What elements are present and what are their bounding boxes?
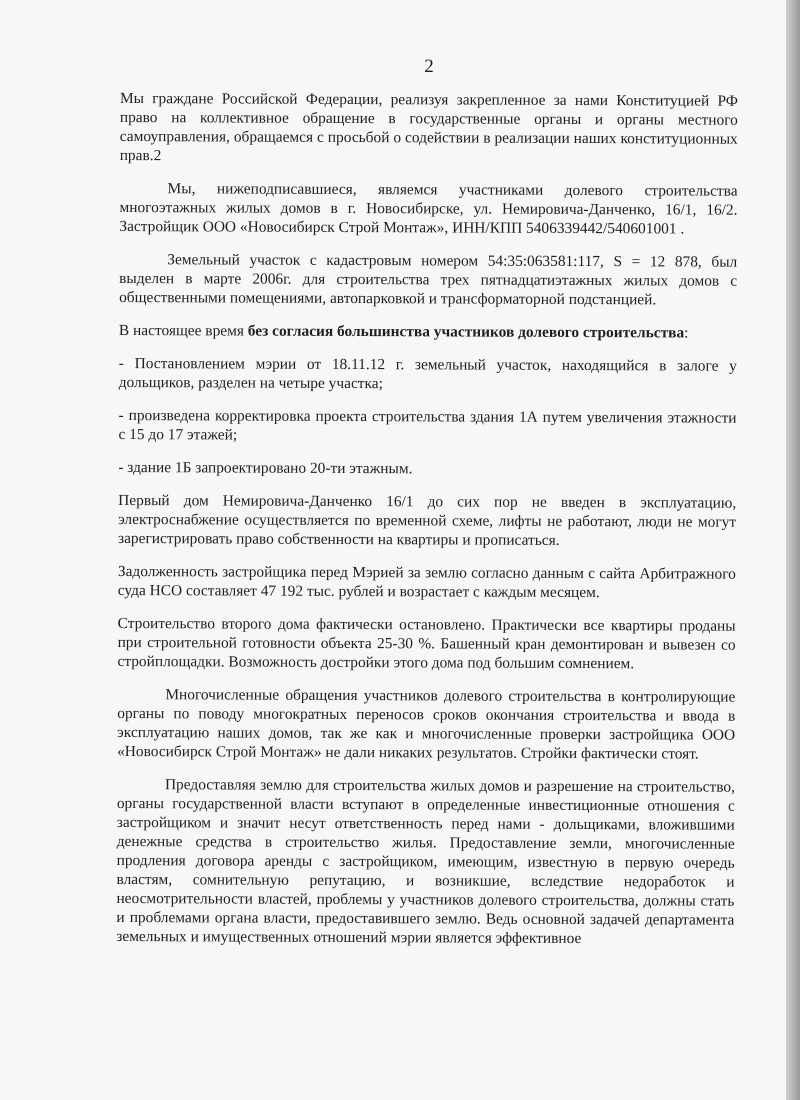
- paragraph-debt: Задолженность застройщика перед Мэрией за землю согласно данным с сайта Арбитражного суда НСО составляет 47 192 тыс. рублей и возрастает с каждым месяцем.: [117, 562, 736, 602]
- list-item-land-division: - Постановлением мэрии от 18.11.12 г. земельный участок, находящийся в залоге у дольщиков, разделен на четыре участка;: [118, 354, 737, 393]
- current-situation-bold: без согласия большинства участников долевого строительства: [247, 322, 685, 342]
- paragraph-appeals: Многочисленные обращения участников долевого строительства в контролирующие органы по поводу многократных переносов сроков окончания строительства и ввода в эксплуатацию наших домов, так же как и многочисленные проверки застройщика ООО «Новосибирск Строй Монтаж» не дали никаких результатов. Стройки фактически стоят.: [117, 686, 736, 763]
- paragraph-first-house: Первый дом Немировича-Данченко 16/1 до сих пор не введен в эксплуатацию, электроснабжение осуществляется по временной схеме, лифты не работают, люди не могут зарегистрировать право собственности на квартиры и прописаться.: [118, 491, 737, 549]
- scan-edge-shadow: [786, 0, 800, 1100]
- paragraph-current-situation: [119, 321, 737, 343]
- paragraph-participants: Мы, нижеподписавшиеся, являемся участниками долевого строительства многоэтажных жилых домов в г. Новосибирске, ул. Немировича-Данченко, 16/1, 16/2. Застройщик ООО «Новосибирск Строй Монтаж», ИНН/КПП 5406339442/540601001 .: [119, 180, 738, 238]
- paragraph-appeal-intro: Мы граждане Российской Федерации, реализуя закрепленное за нами Конституцией РФ право на коллективное обращение в государственные органы и органы местного самоуправления, обращаемся с просьбой о содействии в реализации наших конституционных прав.2: [119, 89, 738, 165]
- current-situation-suffix: :: [684, 324, 689, 342]
- list-item-building-1b: - здание 1Б запроектировано 20-ти этажным.: [118, 458, 413, 478]
- paragraph-second-house: Строительство второго дома фактически остановлено. Практически все квартиры проданы при строительной готовности объекта 25-30 %. Башенный кран демонтирован и вывезен со стройплощадки. Возможность достройки этого дома под большим сомнением.: [117, 614, 736, 673]
- paragraph-land-plot: Земельный участок с кадастровым номером 54:35:063581:117, S = 12 878, был выделен в марте 2006г. для строительства трех пятнадцатиэтажных жилых домов с общественными помещениями, автопарковкой и трансформаторной подстанцией.: [119, 251, 738, 309]
- list-item-project-correction: - произведена корректировка проекта строительства здания 1А путем увеличения этажности с 15 до 17 этажей;: [118, 406, 737, 444]
- paragraph-responsibility: Предоставляя землю для строительства жилых домов и разрешение на строительство, органы государственной власти вступают в определенные инвестиционные отношения с застройщиком и значит несут ответственность перед нами - дольщиками, вложившими денежные средства в строительство жилья. Предоставление земли, многочисленные продления договора аренды с застройщиком, имеющим, известную в первую очередь властям, сомнительную репутацию, и возникшие, вследствие недоработок и неосмотрительности властей, проблемы у участников долевого строительства, должны стать и проблемами органа власти, предоставившего землю. Ведь основной задачей департамента земельных и имущественных отношений мэрии является эффективное: [116, 776, 735, 948]
- page-number: 2: [424, 56, 434, 77]
- current-situation-prefix: В настоящее время: [118, 321, 248, 340]
- document-body: [116, 89, 738, 949]
